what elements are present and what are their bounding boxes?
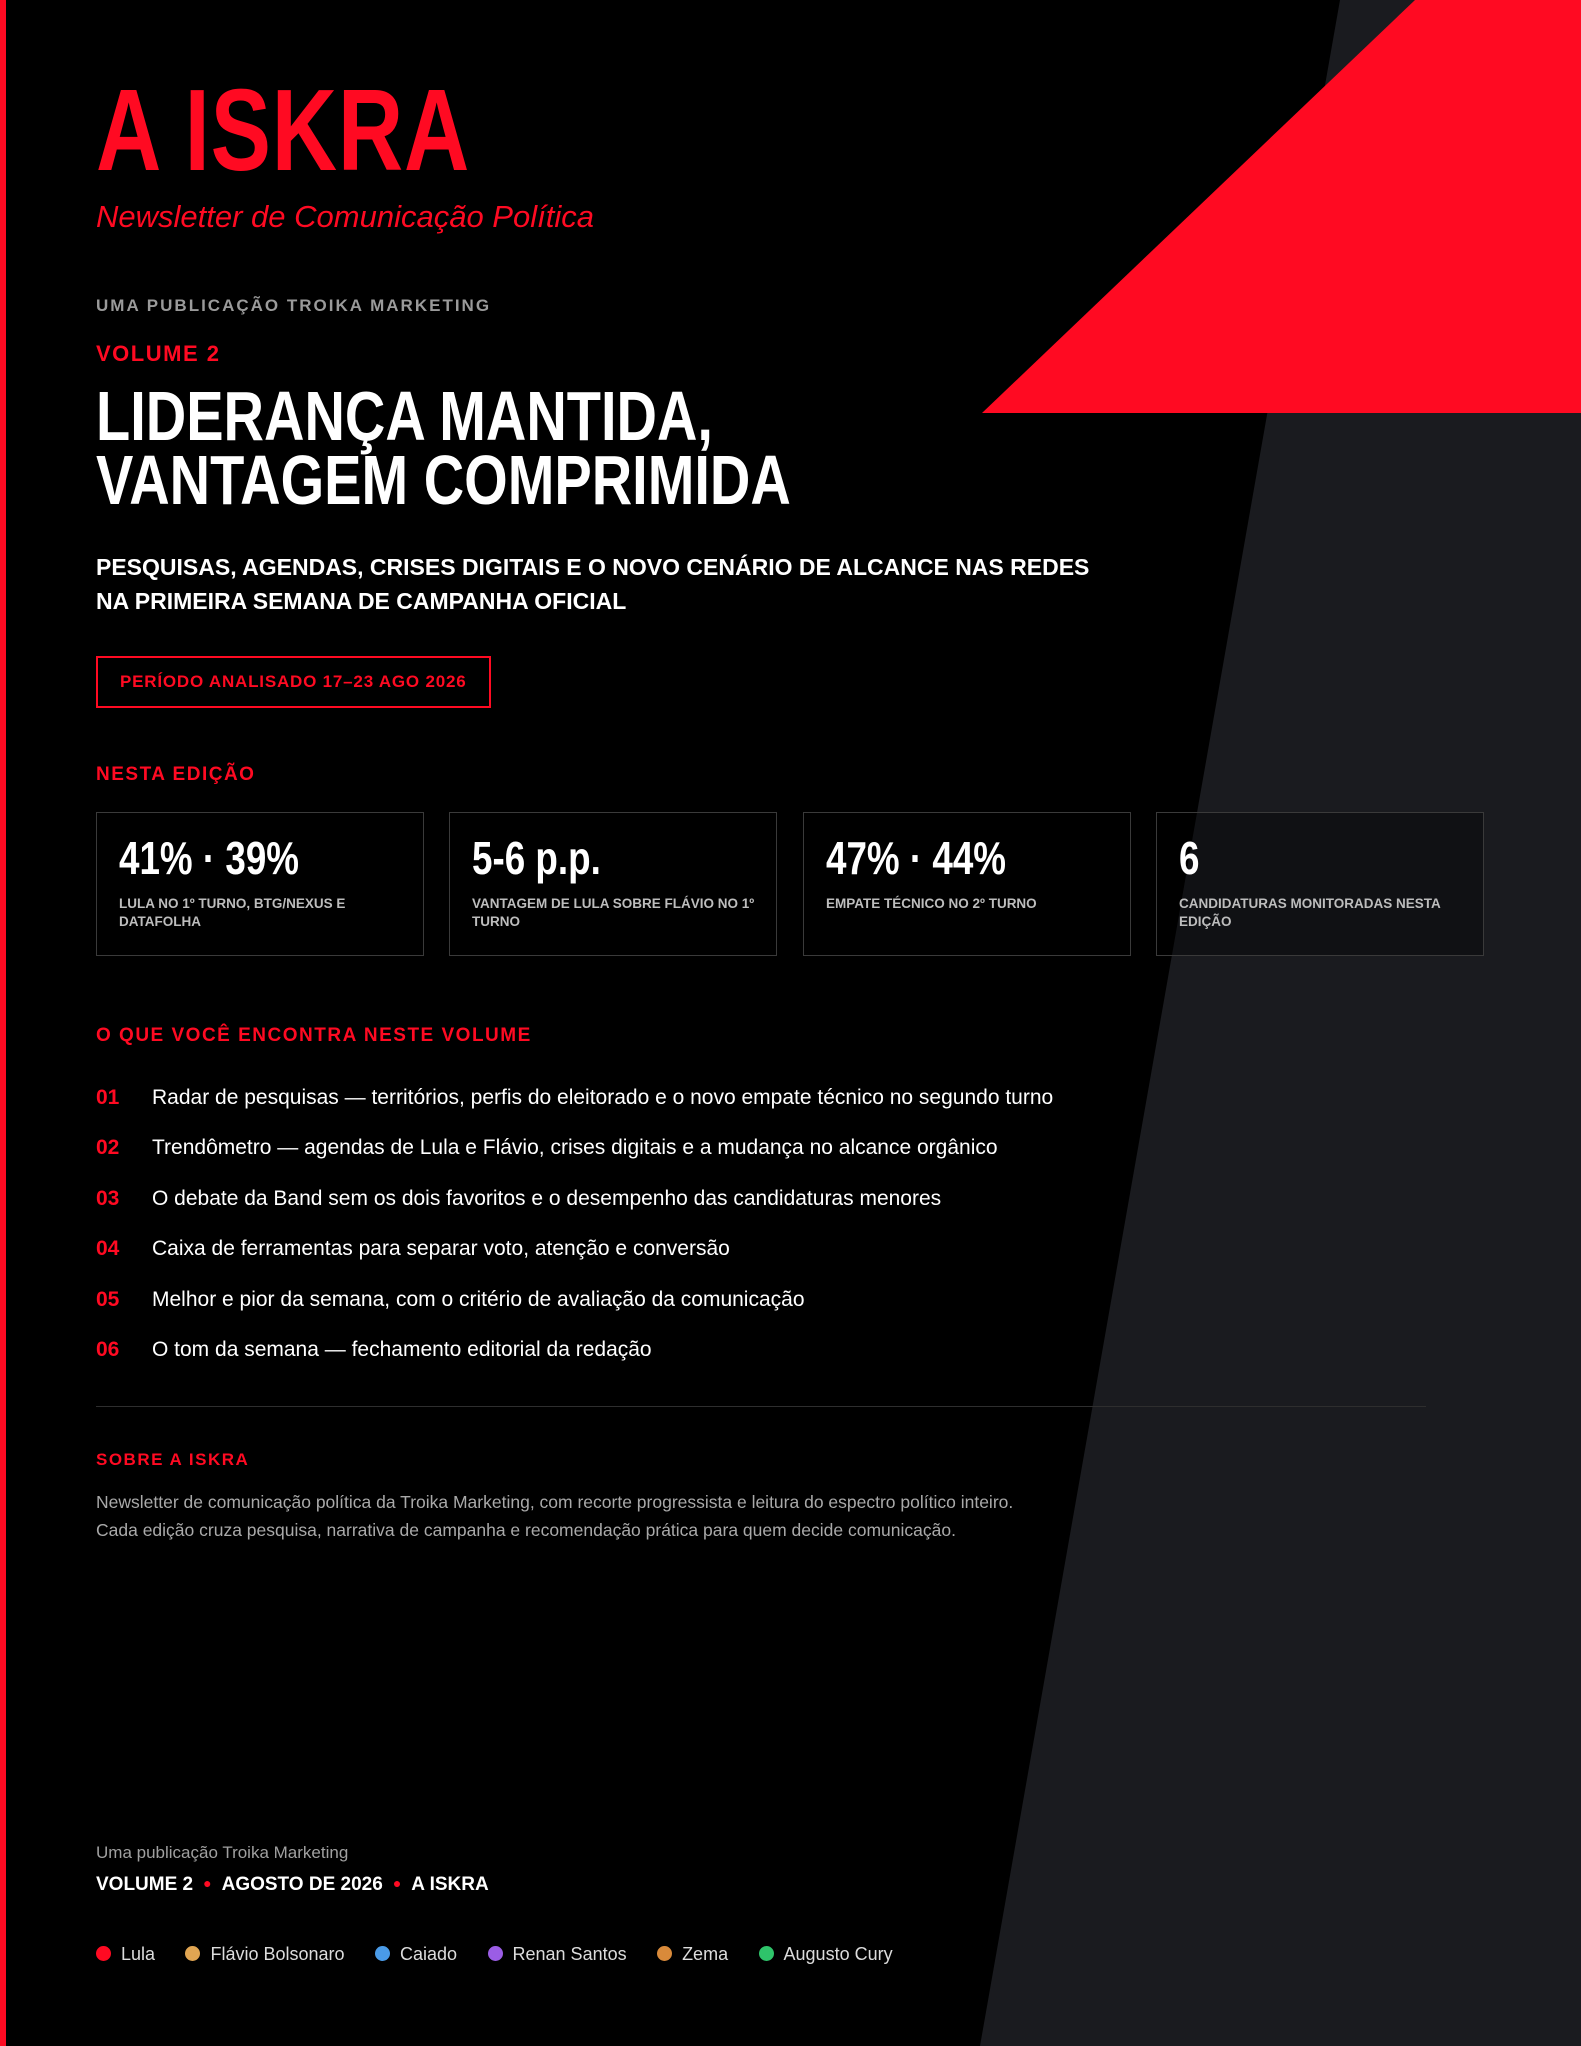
candidate-legend xyxy=(96,1944,919,1965)
toc-item xyxy=(96,1183,1396,1233)
section-divider xyxy=(96,1406,1426,1407)
subheadline-line-1: PESQUISAS, AGENDAS, CRISES DIGITAIS E O NOVO CENÁRIO DE ALCANCE NAS REDES xyxy=(96,554,1090,580)
stats-row xyxy=(96,812,1486,958)
toc-number: 02 xyxy=(96,1136,120,1160)
legend-item xyxy=(375,1944,457,1965)
table-of-contents xyxy=(96,1082,1396,1384)
brand-title: A ISKRA xyxy=(96,65,471,195)
stat-card xyxy=(1156,812,1484,956)
headline xyxy=(96,377,791,519)
legend-item xyxy=(96,1944,155,1965)
legend-item xyxy=(657,1944,728,1965)
stat-description: CANDIDATURAS MONITORADAS NESTA EDIÇÃO xyxy=(1179,896,1441,929)
about-text xyxy=(96,1488,1246,1544)
stat-value: 6 xyxy=(1179,832,1200,884)
publisher-line: UMA PUBLICAÇÃO TROIKA MARKETING xyxy=(96,296,492,315)
toc-number: 04 xyxy=(96,1237,120,1261)
period-badge: PERÍODO ANALISADO 17–23 AGO 2026 xyxy=(96,656,491,708)
stat-card xyxy=(449,812,777,956)
legend-label: Lula xyxy=(121,1944,156,1964)
toc-text: Melhor e pior da semana, com o critério de avaliação da comunicação xyxy=(152,1287,805,1311)
stat-description: VANTAGEM DE LULA SOBRE FLÁVIO NO 1º TURNO xyxy=(472,896,755,929)
legend-dot-icon xyxy=(375,1946,390,1961)
toc-item xyxy=(96,1082,1396,1132)
about-line-2: Cada edição cruza pesquisa, narrativa de campanha e recomendação prática para quem decide comunicação. xyxy=(96,1520,956,1540)
legend-dot-icon xyxy=(488,1946,503,1961)
headline-line-1: LIDERANÇA MANTIDA, xyxy=(96,377,713,455)
separator-dot-icon: ● xyxy=(203,1875,212,1891)
legend-item xyxy=(488,1944,627,1965)
subheadline xyxy=(96,550,1096,618)
about-line-1: Newsletter de comunicação política da Troika Marketing, com recorte progressista e leitura do espectro político inteiro. xyxy=(96,1492,1014,1512)
toc-number: 01 xyxy=(96,1086,120,1109)
toc-item xyxy=(96,1233,1396,1283)
legend-label: Renan Santos xyxy=(512,1944,627,1964)
stat-value: 5-6 p.p. xyxy=(472,832,601,884)
stat-card xyxy=(803,812,1131,956)
toc-item xyxy=(96,1284,1396,1334)
legend-label: Caiado xyxy=(400,1944,458,1964)
footer-issue-line xyxy=(96,1874,489,1896)
headline-line-2: VANTAGEM COMPRIMIDA xyxy=(96,441,791,519)
brand-subtitle: Newsletter de Comunicação Política xyxy=(96,199,594,234)
footer-brand: A ISKRA xyxy=(411,1874,489,1895)
contents-label: O QUE VOCÊ ENCONTRA NESTE VOLUME xyxy=(96,1025,532,1046)
stat-value: 41% · 39% xyxy=(119,832,300,884)
toc-text: Trendômetro — agendas de Lula e Flávio, crises digitais e a mudança no alcance orgânico xyxy=(152,1136,998,1160)
stat-description: EMPATE TÉCNICO NO 2º TURNO xyxy=(826,896,1037,911)
toc-item xyxy=(96,1132,1396,1182)
edition-label: NESTA EDIÇÃO xyxy=(96,764,256,785)
legend-dot-icon xyxy=(759,1946,774,1961)
toc-text: O tom da semana — fechamento editorial da redação xyxy=(152,1337,652,1361)
toc-number: 06 xyxy=(96,1337,120,1361)
legend-label: Augusto Cury xyxy=(783,1944,893,1964)
toc-text: Radar de pesquisas — territórios, perfis do eleitorado e o novo empate técnico no segundo turno xyxy=(152,1086,1054,1109)
stat-description: LULA NO 1º TURNO, BTG/NEXUS E DATAFOLHA xyxy=(119,896,346,929)
about-label: SOBRE A ISKRA xyxy=(96,1450,250,1469)
volume-label: VOLUME 2 xyxy=(96,341,221,366)
legend-dot-icon xyxy=(185,1946,200,1961)
separator-dot-icon: ● xyxy=(392,1875,402,1891)
legend-item xyxy=(185,1944,344,1965)
footer-publisher: Uma publicação Troika Marketing xyxy=(96,1843,349,1862)
subheadline-line-2: NA PRIMEIRA SEMANA DE CAMPANHA OFICIAL xyxy=(96,588,627,614)
toc-number: 05 xyxy=(96,1287,120,1311)
legend-dot-icon xyxy=(657,1946,672,1961)
toc-item xyxy=(96,1334,1396,1384)
red-triangle xyxy=(982,0,1581,413)
legend-item xyxy=(759,1944,893,1965)
stat-value: 47% · 44% xyxy=(826,832,1007,884)
toc-number: 03 xyxy=(96,1186,120,1210)
legend-label: Flávio Bolsonaro xyxy=(210,1944,345,1964)
footer-volume: VOLUME 2 xyxy=(96,1874,194,1895)
legend-dot-icon xyxy=(96,1946,111,1961)
legend-label: Zema xyxy=(682,1944,729,1964)
toc-text: O debate da Band sem os dois favoritos e o desempenho das candidaturas menores xyxy=(152,1186,942,1210)
toc-text: Caixa de ferramentas para separar voto, atenção e conversão xyxy=(152,1237,730,1261)
stat-card xyxy=(96,812,424,956)
footer-date: AGOSTO DE 2026 xyxy=(221,1874,383,1895)
